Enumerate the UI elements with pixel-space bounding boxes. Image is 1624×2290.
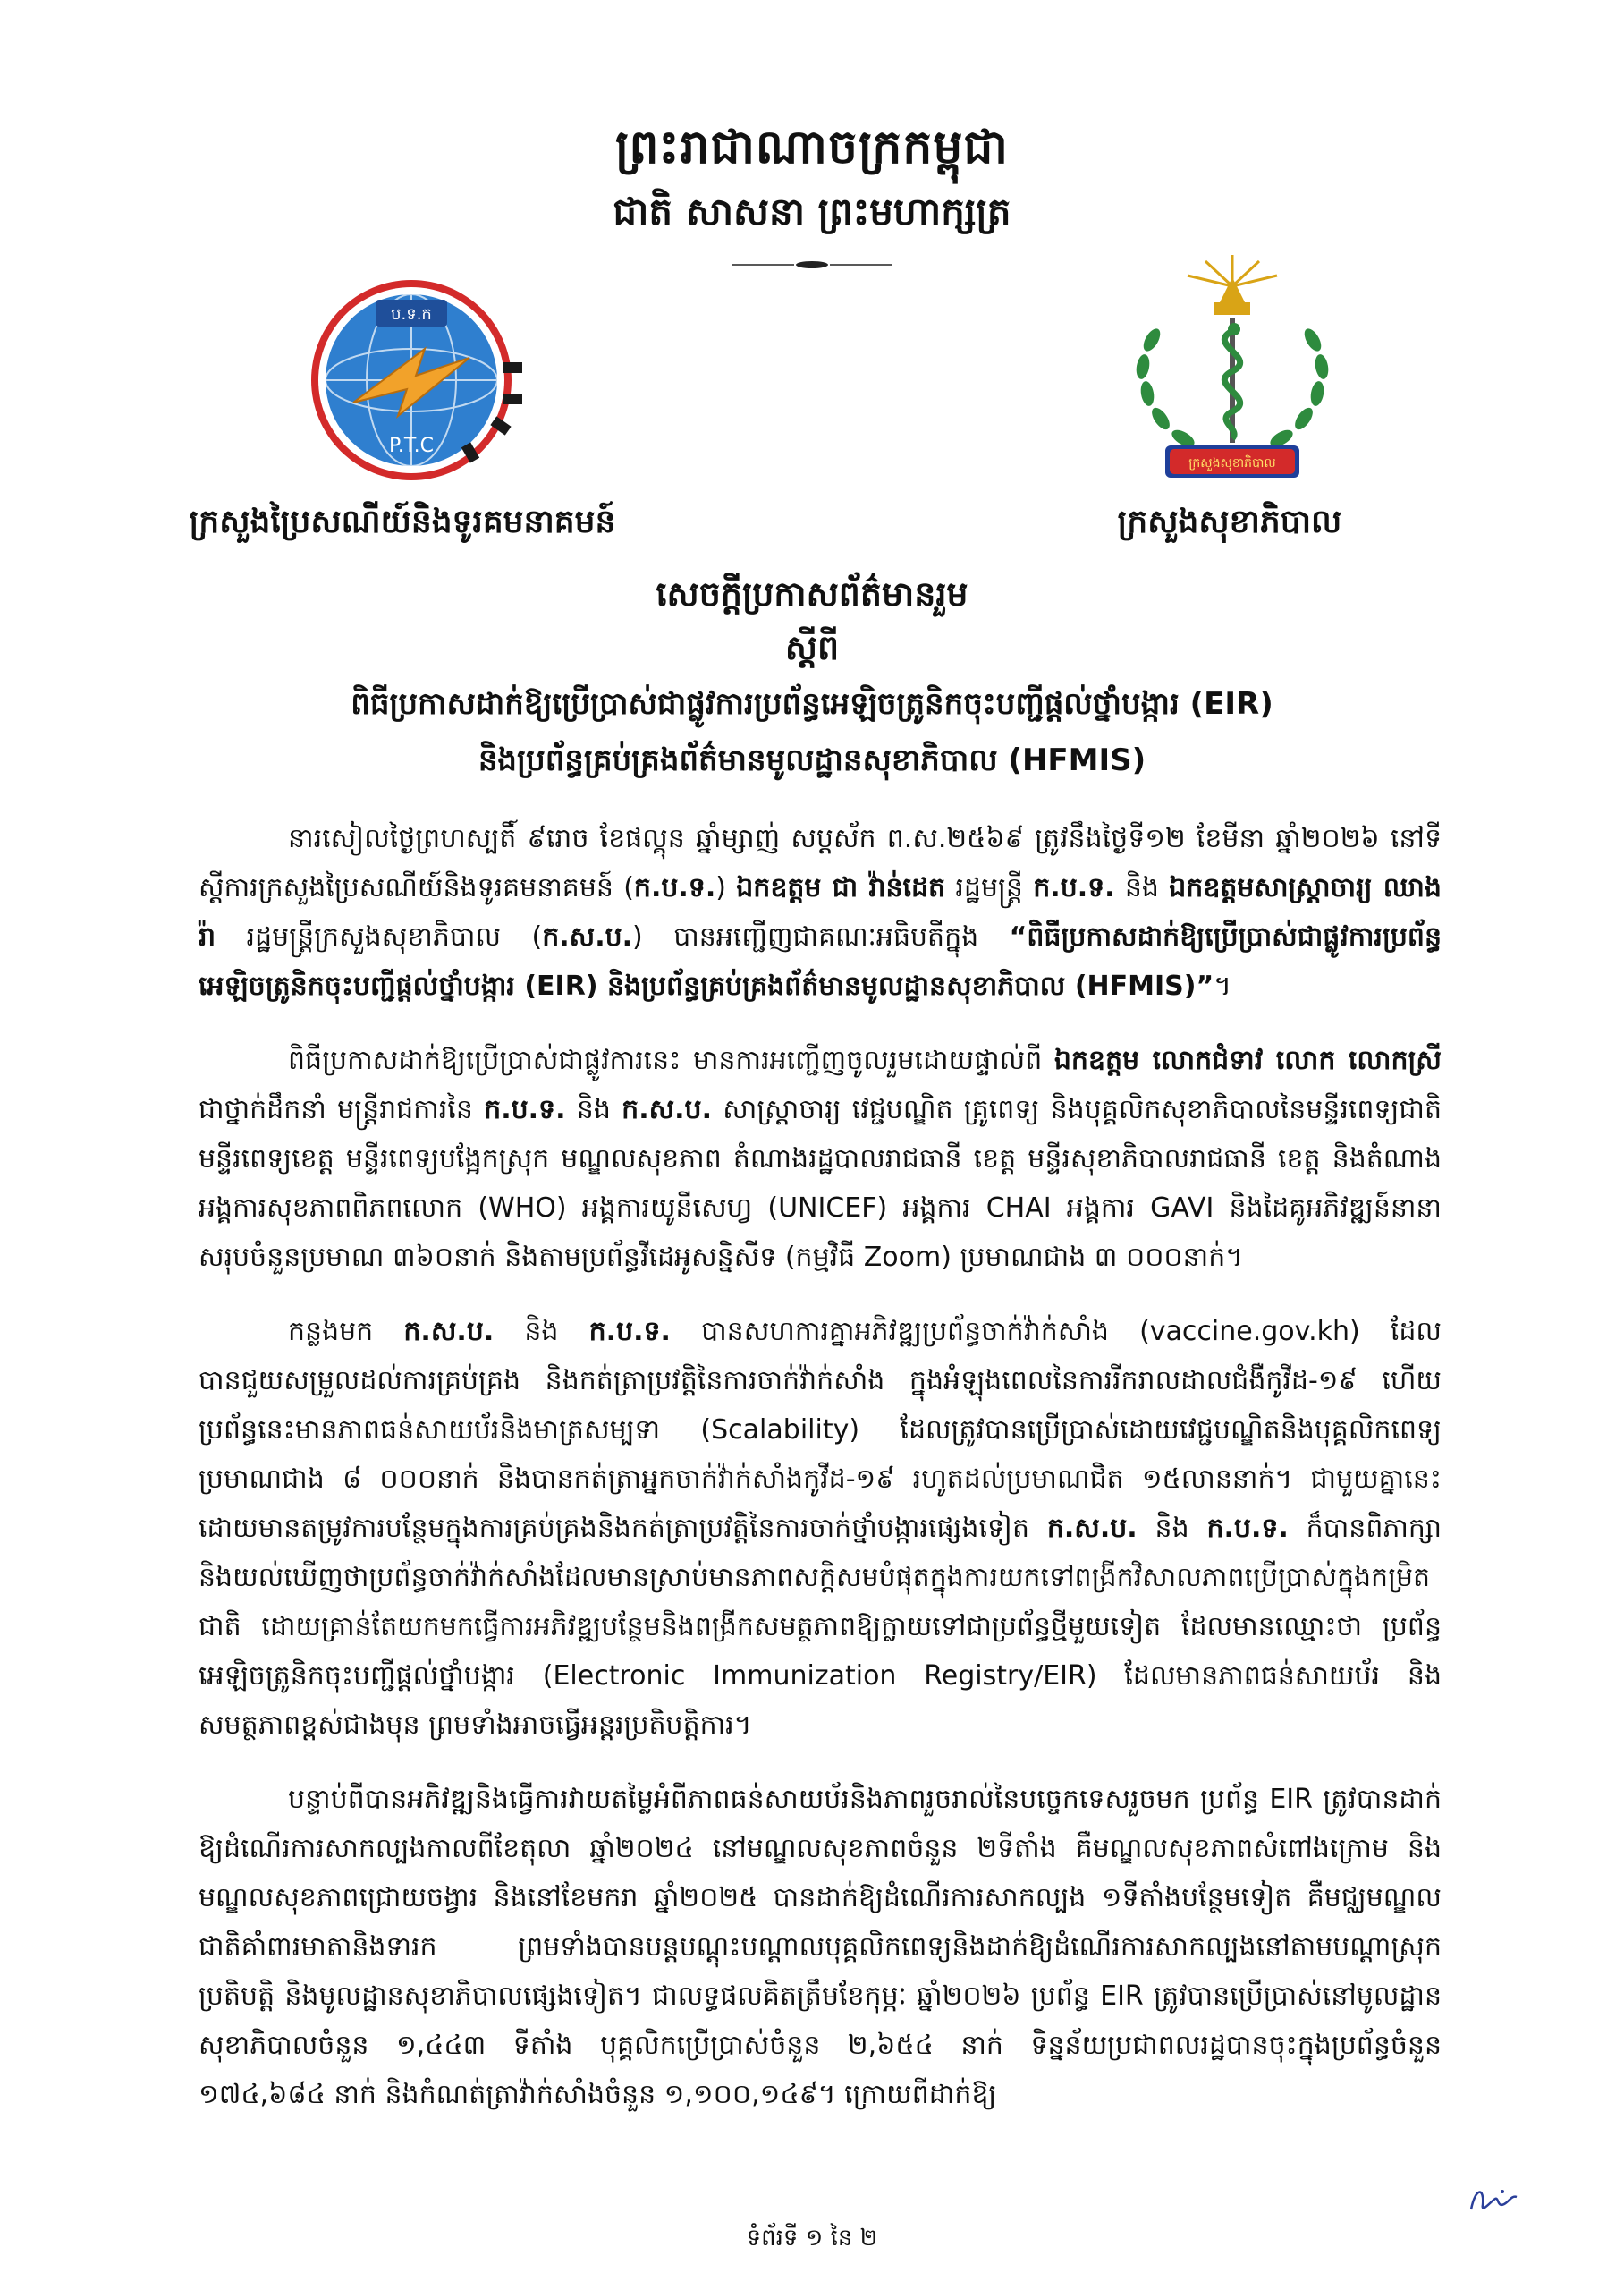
ptc-logo-text-bottom: P.T.C [388,435,435,457]
p1-text: និង [1114,872,1170,903]
p2-text: ពិធីប្រកាសដាក់ឱ្យប្រើប្រាស់ជាផ្លូវការនេះ មានការអញ្ជើញចូលរួមដោយផ្ទាល់ពី [288,1045,1054,1076]
moh-emblem-ribbon-text: ក្រសួងសុខាភិបាល [1188,456,1276,471]
p1-text: ) [715,872,737,903]
p3-bold-ptc: ក.ប.ទ. [588,1316,671,1347]
p3-bold-ptc: ក.ប.ទ. [1206,1513,1289,1544]
initial-signature [1467,2183,1520,2218]
p1-bold-ptc: ក.ប.ទ. [633,872,716,903]
p1-bold-ceremony-name: “ពិធីប្រកាសដាក់ឱ្យប្រើប្រាស់ជាផ្លូវការប្រព័ន្ធអេឡិចត្រូនិកចុះបញ្ជីផ្តល់ថ្នាំបង្ការ (EIR) និងប្រព័ន្ធគ្រប់គ្រងព័ត៌មានមូលដ្ឋានសុខាភិបាល (HFMIS)” [199,921,1442,1002]
document-topic-line-1: ពិធីប្រកាសដាក់ឱ្យប្រើប្រាស់ជាផ្លូវការប្រព័ន្ធអេឡិចត្រូនិកចុះបញ្ជីផ្តល់ថ្នាំបង្ការ (EIR) [351,686,1273,722]
p3-text: និង [494,1316,589,1347]
document-body [199,814,1442,2144]
p1-text: ) បានអញ្ជើញជាគណៈអធិបតីក្នុង [632,921,1010,953]
p1-bold-ptc: ក.ប.ទ. [1033,872,1115,903]
ptc-logo [268,273,554,488]
p2-text: និង [565,1094,622,1125]
document-title: សេចក្តីប្រកាសព័ត៌មានរួម [656,574,968,614]
ministry-name-health: ក្រសួងសុខាភិបាល [1117,504,1342,540]
p3-bold-moh: ក.ស.ប. [1046,1513,1138,1544]
p1-text: នារសៀលថ្ងៃព្រហស្បតិ៍ ៩រោច ខែផល្គុន ឆ្នាំម្សាញ់ សប្តស័ក ព.ស.២៥៦៩ ត្រូវនឹងថ្ងៃទី១២ ខែមីនា ឆ្នាំ២០២៦ នៅទីស្តីការក្រសួងប្រៃសណីយ៍និងទូរគមនាគមន៍ ( [199,823,1442,903]
p1-bold-moh: ក.ស.ប. [542,921,633,953]
national-motto: ជាតិ សាសនា ព្រះមហាក្សត្រ [613,190,1011,233]
p3-text: កន្លងមក [288,1316,404,1347]
p1-bold-minister-ptc: ឯកឧត្តម ជា វ៉ាន់ដេត [736,872,946,903]
p2-bold-ptc: ក.ប.ទ. [484,1094,566,1125]
p1-bold-minister-health: ឯកឧត្តមសាស្ត្រាចារ្យ ឈាង រ៉ា [199,872,1442,953]
p2-text: ជាថ្នាក់ដឹកនាំ មន្ត្រីរាជការនៃ [199,1094,485,1125]
p4-text: បន្ទាប់ពីបានអភិវឌ្ឍនិងធ្វើការវាយតម្លៃអំពីភាពធន់សាយប័រនិងភាពរួចរាល់នៃបច្ចេកទេសរួចមក ប្រព័ន្ធ EIR ត្រូវបានដាក់ឱ្យដំណើរការសាកល្បងកាលពីខែតុលា ឆ្នាំ២០២៤ នៅមណ្ឌលសុខភាពចំនួន ២ទីតាំង គឺមណ្ឌលសុខភាពសំពៅងក្រោម និងមណ្ឌលសុខភាពជ្រោយចង្វារ និងនៅខែមករា ឆ្នាំ២០២៥ បានដាក់ឱ្យដំណើរការសាកល្បង ១ទីតាំងបន្ថែមទៀត គឺមជ្ឈមណ្ឌលជាតិគាំពារមាតានិងទារក ព្រមទាំងបានបន្តបណ្តុះបណ្តាលបុគ្គលិកពេទ្យនិងដាក់ឱ្យដំណើរការសាកល្បងនៅតាមបណ្តាស្រុកប្រតិបត្តិ និងមូលដ្ឋានសុខាភិបាលផ្សេងទៀត។ ជាលទ្ធផលគិតត្រឹមខែកុម្ភៈ ឆ្នាំ២០២៦ ប្រព័ន្ធ EIR ត្រូវបានប្រើប្រាស់នៅមូលដ្ឋានសុខាភិបាលចំនួន ១,៤៤៣ ទីតាំង បុគ្គលិកប្រើប្រាស់ចំនួន ២,៦៥៤ នាក់ ទិន្នន័យប្រជាពលរដ្ឋបានចុះក្នុងប្រព័ន្ធចំនួន ១៧៤,៦៨៤ នាក់ និងកំណត់ត្រាវ៉ាក់សាំងចំនួន ១,១០០,១៤៩។ ក្រោយពីដាក់ឱ្យ [199,1784,1442,2110]
p2-bold-moh: ក.ស.ប. [622,1094,712,1125]
ptc-logo-text-top: ប.ទ.ក [391,305,432,324]
paragraph-2 [199,1036,1442,1282]
kingdom-heading: ព្រះរាជាណាចក្រកម្ពុជា [615,121,1009,174]
p2-bold-guests: ឯកឧត្តម លោកជំទាវ លោក លោកស្រី [1053,1045,1442,1076]
p2-text: សាស្ត្រាចារ្យ វេជ្ជបណ្ឌិត គ្រូពេទ្យ និងបុគ្គលិកសុខាភិបាលនៃមន្ទីរពេទ្យជាតិ មន្ទីរពេទ្យខេត្ត មន្ទីរពេទ្យបង្អែកស្រុក មណ្ឌលសុខភាព តំណាងរដ្ឋបាលរាជធានី ខេត្ត មន្ទីរសុខាភិបាលរាជធានី ខេត្ត និងតំណាងអង្គការសុខភាពពិភពលោក (WHO) អង្គការយូនីសេហ្វ (UNICEF) អង្គការ CHAI អង្គការ GAVI និងដៃគូអភិវឌ្ឍន៍នានា សរុបចំនួនប្រមាណ ៣៦០នាក់ និងតាមប្រព័ន្ធវីដេអូសន្និសីទ (កម្មវិធី Zoom) ប្រមាណជាង ៣ ០០០នាក់។ [199,1094,1442,1273]
document-topic-line-2: និងប្រព័ន្ធគ្រប់គ្រងព័ត៌មានមូលដ្ឋានសុខាភិបាល (HFMIS) [478,742,1146,778]
p3-text: បានសហការគ្នាអភិវឌ្ឍប្រព័ន្ធចាក់វ៉ាក់សាំង (vaccine.gov.kh) ដែលបានជួយសម្រួលដល់ការគ្រប់គ្រង និងកត់ត្រាប្រវត្តិនៃការចាក់វ៉ាក់សាំង ក្នុងអំឡុងពេលនៃការរីករាលដាលជំងឺកូវីដ-១៩ ហើយប្រព័ន្ធនេះមានភាពធន់សាយប័រនិងមាត្រសម្បទា (Scalability) ដែលត្រូវបានប្រើប្រាស់ដោយវេជ្ជបណ្ឌិតនិងបុគ្គលិកពេទ្យប្រមាណជាង ៨ ០០០នាក់ និងបានកត់ត្រាអ្នកចាក់វ៉ាក់សាំងកូវីដ-១៩ រហូតដល់ប្រមាណជិត ១៥លាននាក់។ ជាមួយគ្នានេះ ដោយមានតម្រូវការបន្ថែមក្នុងការគ្រប់គ្រងនិងកត់ត្រាប្រវត្តិនៃការចាក់ថ្នាំបង្ការផ្សេងទៀត [199,1316,1442,1544]
ornament-divider [732,259,892,270]
paragraph-1 [199,814,1442,1011]
paragraph-4 [199,1775,1442,2119]
ministry-name-ptc: ក្រសួងប្រៃសណីយ៍និងទូរគមនាគមន៍ [189,504,616,540]
p3-text: ក៏បានពិភាក្សា និងយល់ឃើញថាប្រព័ន្ធចាក់វ៉ាក់សាំងដែលមានស្រាប់មានភាពសក្តិសមបំផុតក្នុងការយកទៅពង្រីកវិសាលភាពប្រើប្រាស់ក្នុងកម្រិតជាតិ ដោយគ្រាន់តែយកមកធ្វើការអភិវឌ្ឍបន្ថែមនិងពង្រីកសមត្ថភាពឱ្យក្លាយទៅជាប្រព័ន្ធថ្មីមួយទៀត ដែលមានឈ្មោះថា ប្រព័ន្ធអេឡិចត្រូនិកចុះបញ្ជីផ្តល់ថ្នាំបង្ការ (Electronic Immunization Registry/EIR) ដែលមានភាពធន់សាយប័រ និងសមត្ថភាពខ្ពស់ជាងមុន ព្រមទាំងអាចធ្វើអន្តរប្រតិបត្តិការ។ [199,1513,1442,1741]
p1-text: ។ [1214,971,1231,1002]
page-number: ទំព័រទី ១ នៃ ២ [746,2225,878,2252]
p3-text: និង [1137,1513,1207,1544]
paragraph-3 [199,1307,1442,1750]
p3-bold-moh: ក.ស.ប. [403,1316,495,1347]
p1-text: រដ្ឋមន្ត្រីក្រសួងសុខាភិបាល ( [216,921,543,953]
p1-text: រដ្ឋមន្ត្រី [945,872,1034,903]
document-subtitle-about: ស្តីពី [784,628,840,667]
moh-emblem [1098,250,1366,501]
